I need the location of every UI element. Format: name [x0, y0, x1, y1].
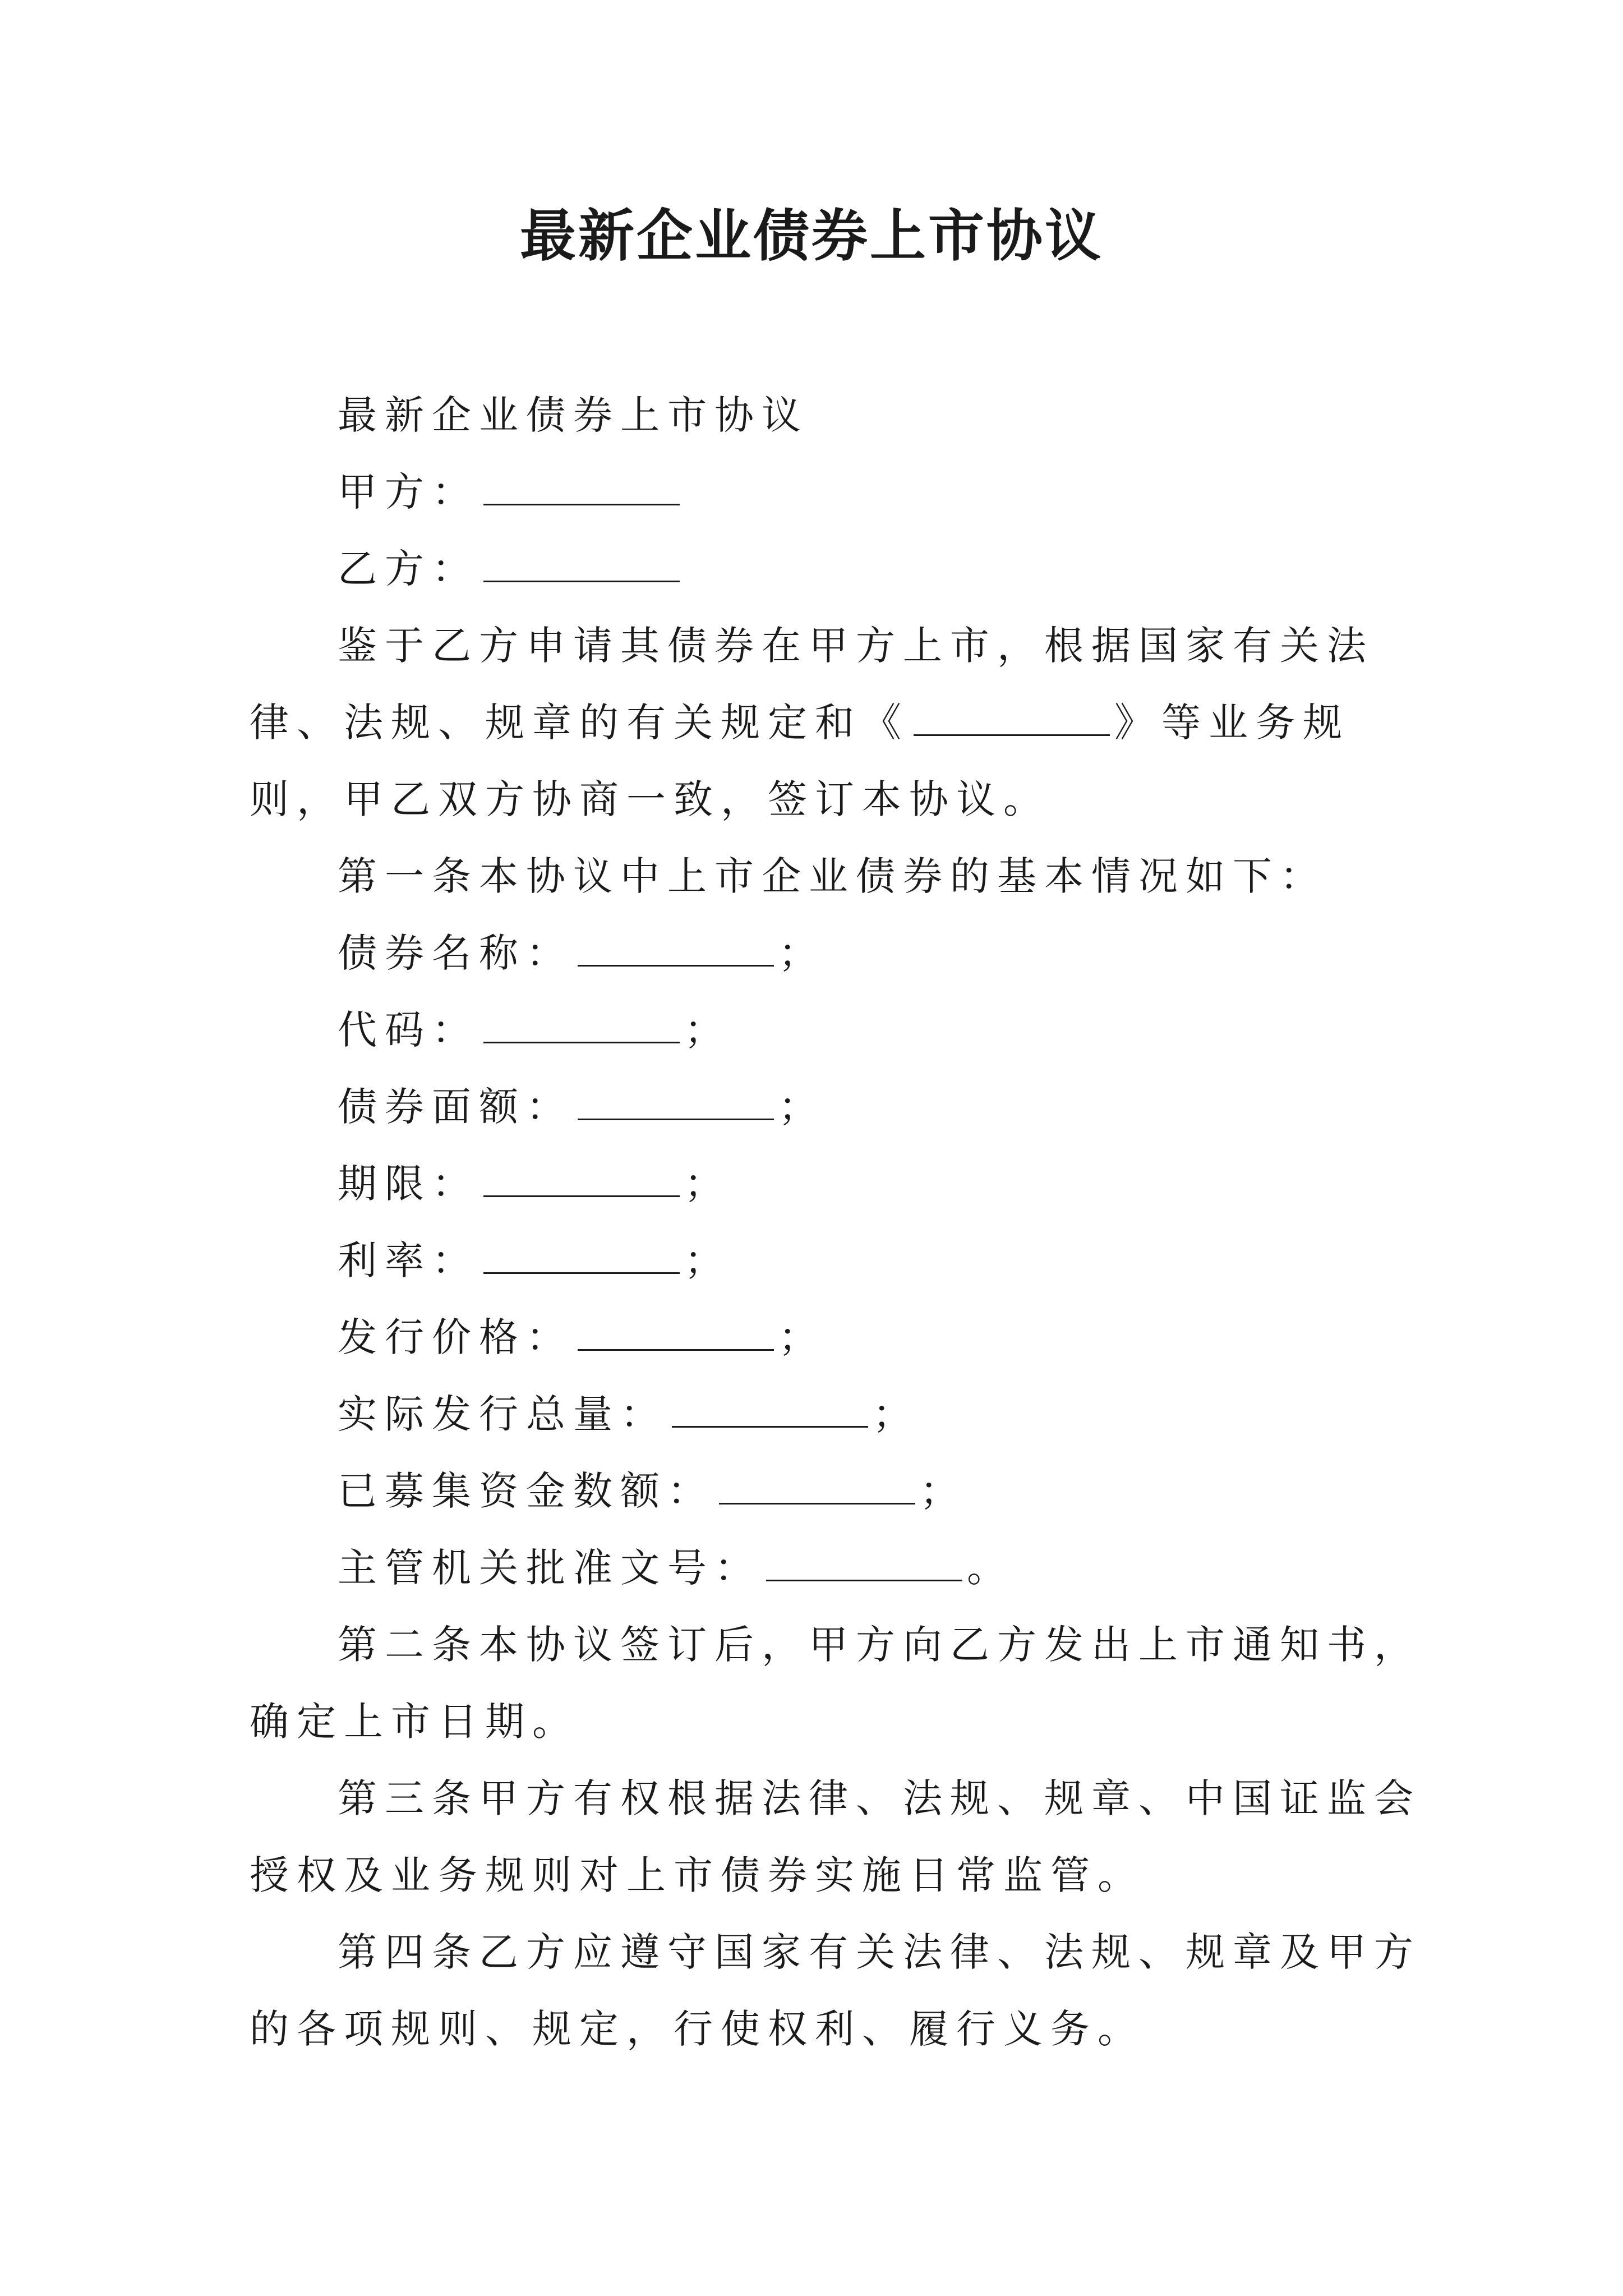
subtitle-paragraph: 最新企业债券上市协议 — [338, 392, 809, 438]
preamble-paragraph — [250, 608, 1433, 838]
field-end: ； — [778, 1084, 826, 1130]
field-label: 期限： — [338, 1161, 479, 1207]
field-label: 债券面额： — [338, 1084, 573, 1130]
rules-name-blank[interactable] — [914, 702, 1110, 736]
party-a-blank[interactable] — [483, 471, 680, 505]
field-code — [250, 992, 1433, 1069]
field-end: ； — [684, 1007, 731, 1053]
field-blank[interactable] — [483, 1009, 680, 1043]
field-end: ； — [778, 930, 826, 976]
field-blank[interactable] — [719, 1470, 915, 1504]
field-issue-price — [250, 1299, 1433, 1376]
field-approval-number — [250, 1530, 1433, 1607]
field-bond-name — [250, 915, 1433, 992]
field-end: 。 — [967, 1545, 1014, 1591]
party-a-label: 甲方： — [338, 469, 479, 515]
field-label: 已募集资金数额： — [338, 1468, 714, 1514]
field-total-issued — [250, 1376, 1433, 1453]
field-label: 实际发行总量： — [338, 1391, 667, 1437]
field-face-value — [250, 1069, 1433, 1145]
party-b-line — [250, 531, 1433, 608]
article-2: 第二条本协议签订后，甲方向乙方发出上市通知书，确定上市日期。 — [250, 1622, 1421, 1745]
preamble-text-1: 鉴于乙方申请其债券在甲方上市，根据国家有关法律、法规、规章的有关规定和《 — [250, 623, 1374, 746]
field-label: 主管机关批准文号： — [338, 1545, 762, 1591]
preamble-text-2: 》等业务规则，甲乙双方协商一致，签订本协议。 — [250, 700, 1350, 822]
article-3: 第三条甲方有权根据法律、法规、规章、中国证监会授权及业务规则对上市债券实施日常监管。 — [250, 1775, 1421, 1898]
field-blank[interactable] — [578, 932, 774, 967]
document-body — [250, 377, 1433, 2068]
document-title: 最新企业债券上市协议 — [520, 203, 1103, 269]
party-b-label: 乙方： — [338, 546, 479, 592]
party-b-blank[interactable] — [483, 548, 680, 582]
field-blank[interactable] — [578, 1317, 774, 1351]
party-a-line — [250, 454, 1433, 531]
field-blank[interactable] — [766, 1547, 962, 1581]
field-term — [250, 1145, 1433, 1222]
field-interest-rate — [250, 1222, 1433, 1299]
field-blank[interactable] — [578, 1086, 774, 1120]
field-blank[interactable] — [483, 1240, 680, 1274]
field-funds-raised — [250, 1453, 1433, 1530]
article-1-intro: 第一条本协议中上市企业债券的基本情况如下： — [338, 853, 1327, 899]
field-label: 发行价格： — [338, 1314, 573, 1360]
field-end: ； — [684, 1161, 731, 1207]
field-label: 债券名称： — [338, 930, 573, 976]
field-end: ； — [684, 1237, 731, 1283]
field-label: 代码： — [338, 1007, 479, 1053]
field-end: ； — [920, 1468, 967, 1514]
field-end: ； — [873, 1391, 920, 1437]
field-end: ； — [778, 1314, 826, 1360]
field-blank[interactable] — [483, 1163, 680, 1197]
field-label: 利率： — [338, 1237, 479, 1283]
field-blank[interactable] — [672, 1393, 868, 1428]
article-4: 第四条乙方应遵守国家有关法律、法规、规章及甲方的各项规则、规定，行使权利、履行义务。 — [250, 1929, 1421, 2052]
